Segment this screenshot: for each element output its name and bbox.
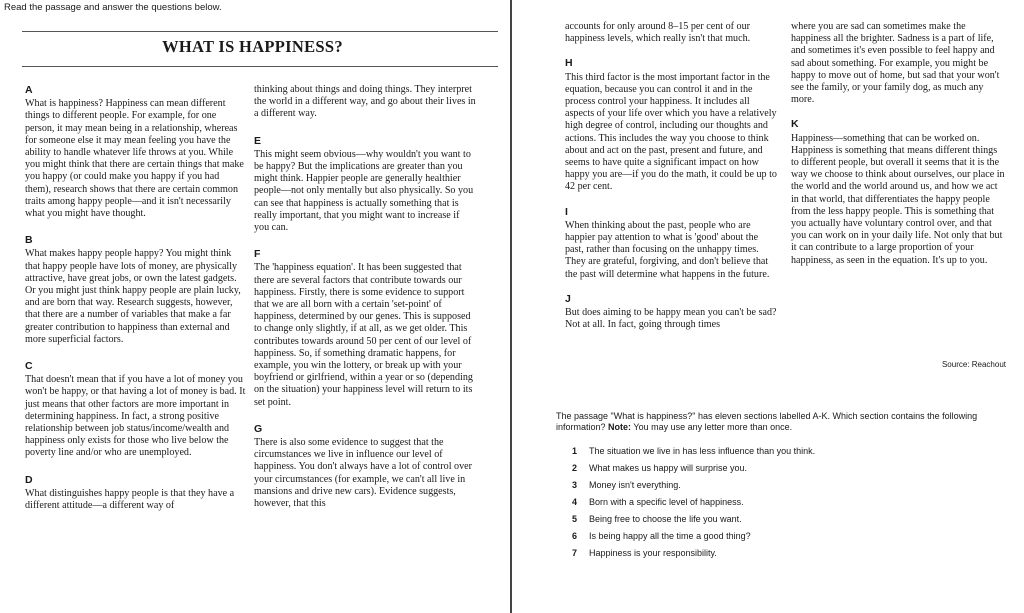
column-3 (565, 21, 779, 331)
question-number: 5 (572, 514, 578, 524)
question-item (572, 514, 992, 531)
section-k-text: Happiness—something that can be worked on. Happiness is something that means different things to different people, but overall it seems that it is the way we choose to think about ourselves, our place in the world and the world around us, and how we act in that world, that differentiates the happy people from the less happy people. This is something that you actually have voluntary control over, and that you can work on in your daily life. Not only that but it can contribute to a large proportion of your happiness, as seen in the equation. It's up to you. (791, 132, 1005, 266)
questions-intro (556, 411, 996, 434)
question-item (572, 480, 992, 497)
question-item (572, 531, 992, 548)
questions-list (572, 446, 992, 565)
section-head-c: C (25, 360, 33, 373)
section-d-text: What distinguishes happy people is that they have a different attitude—a different way of (25, 487, 235, 512)
questions-intro-text: The passage "What is happiness?" has eleven sections labelled A-K. Which section contains the following information? (556, 411, 978, 433)
question-text: Born with a specific level of happiness. (589, 497, 744, 507)
section-head-g: G (254, 422, 263, 435)
section-head-h: H (565, 57, 573, 70)
note-text: You may use any letter more than once. (633, 422, 793, 433)
section-g-text: There is also some evidence to suggest that the circumstances we live in influence our level of happiness. You don't always have a lot of control over your circumstances (for example, we can't all live in mansions and drive new cars). Evidence suggests, however, that this (254, 437, 472, 510)
section-j-text: But does aiming to be happy mean you can't be sad? Not at all. In fact, going through times (565, 307, 777, 331)
column-2 (254, 84, 476, 510)
question-text: Money isn't everything. (589, 480, 681, 490)
question-item (572, 548, 992, 565)
title-rule-bottom (22, 66, 498, 67)
column-1 (25, 84, 247, 512)
question-text: Happiness is your responsibility. (589, 548, 717, 558)
question-number: 4 (572, 497, 578, 507)
section-i-text: When thinking about the past, people who are happier pay attention to what is 'good' about the past, rather than focusing on the unhappy times. They are grateful, forgiving, and don't believe that the past will determine what happens in the future. (565, 219, 770, 280)
note-label: Note: (608, 422, 632, 433)
section-f-text: The 'happiness equation'. It has been suggested that there are several factors that contribute towards our happiness. Firstly, there is some evidence to support that we are all born with a certain 'set-point' of happiness, determined by our genes. This is supposed to change only slightly, if at all, as we get older. This contributes towards around 50 per cent of our level of happiness. So, if something dramatic happens, for example, you win the lottery, or break up with your boyfriend or girlfriend, within a year or so (depending on the situation) your happiness level will return to its set point. (254, 262, 473, 408)
section-h-text: This third factor is the most important factor in the equation, because you can control it and in the process control your happiness. It includes all aspects of your life over which you have a relatively high degree of control, including our thoughts and actions. This includes the way you choose to think about and act on the past, present and future, and seems to have quite a significant impact on how happy you are—if you do the math, it could be up to 42 per cent. (565, 71, 777, 193)
question-number: 3 (572, 480, 578, 490)
section-head-b: B (25, 234, 33, 247)
page-title: WHAT IS HAPPINESS? (162, 37, 343, 56)
section-g-continued: accounts for only around 8–15 per cent of our happiness levels, which really isn't that much. (565, 21, 751, 45)
question-text: Being free to choose the life you want. (589, 514, 742, 524)
question-item (572, 446, 992, 463)
section-head-f: F (254, 248, 261, 261)
question-text: The situation we live in has less influence than you think. (589, 446, 816, 456)
section-e-text: This might seem obvious—why wouldn't you want to be happy? But the implications are greater than you might think. Happier people are generally healthier people—not only mentally but also physically. So you can see that happiness is actually something that is really important, that you might want to increase if you can. (254, 148, 474, 234)
question-item (572, 497, 992, 514)
section-j-continued: where you are sad can sometimes make the happiness all the brighter. Sadness is a part of life, and sometimes it's even possible to feel happy and sad about something. For example, you might be happy to move out of home, but sad that your won't see the family, or your family dog, as much any more. (791, 21, 1000, 106)
question-number: 6 (572, 531, 578, 541)
section-head-k: K (791, 118, 799, 131)
page-divider (510, 0, 512, 613)
section-a-text: What is happiness? Happiness can mean different things to different people. For example, for one person, it may mean being in a relationship, whereas for someone else it may mean feeling you have the ability to handle whatever life throws at you. While you might think that there are certain things that make you happy (or could make you happy if you had them), research shows that there are certain common traits among happy people—and it isn't necessarily what you might have thought. (25, 98, 244, 220)
section-d-continued: thinking about things and doing things. They interpret the world in a different way, and go about their lives in a different way. (254, 84, 476, 120)
section-head-e: E (254, 134, 262, 147)
section-head-i: I (565, 205, 568, 218)
section-head-a: A (25, 84, 33, 96)
instruction-text: Read the passage and answer the questions below. (4, 2, 222, 13)
question-item (572, 463, 992, 480)
column-4 (791, 21, 1007, 267)
section-b-text: What makes happy people happy? You might think that happy people have lots of money, are physically attractive, have great jobs, or own the latest gadgets. Or you might just think happy people are plain lucky, and are born that way. Research suggests, however, that there are a number of variables that make a far greater contribution to happiness than external and more superficial factors. (25, 248, 241, 345)
section-c-text: That doesn't mean that if you have a lot of money you won't be happy, or that having a lot of money is bad. It just means that other factors are more important in determining happiness. In fact, a strong positive relationship between job status/income/wealth and happiness only exists for those who live below the poverty line and/or who are unemployed. (25, 374, 246, 459)
question-number: 7 (572, 548, 578, 558)
question-text: Is being happy all the time a good thing? (589, 531, 751, 541)
source-credit: Source: Reachout (941, 360, 1006, 369)
question-number: 1 (572, 446, 578, 456)
section-head-j: J (565, 292, 571, 305)
title-rule-top (22, 31, 498, 32)
question-text: What makes us happy will surprise you. (589, 463, 748, 473)
section-head-d: D (25, 473, 33, 486)
question-number: 2 (572, 463, 578, 473)
